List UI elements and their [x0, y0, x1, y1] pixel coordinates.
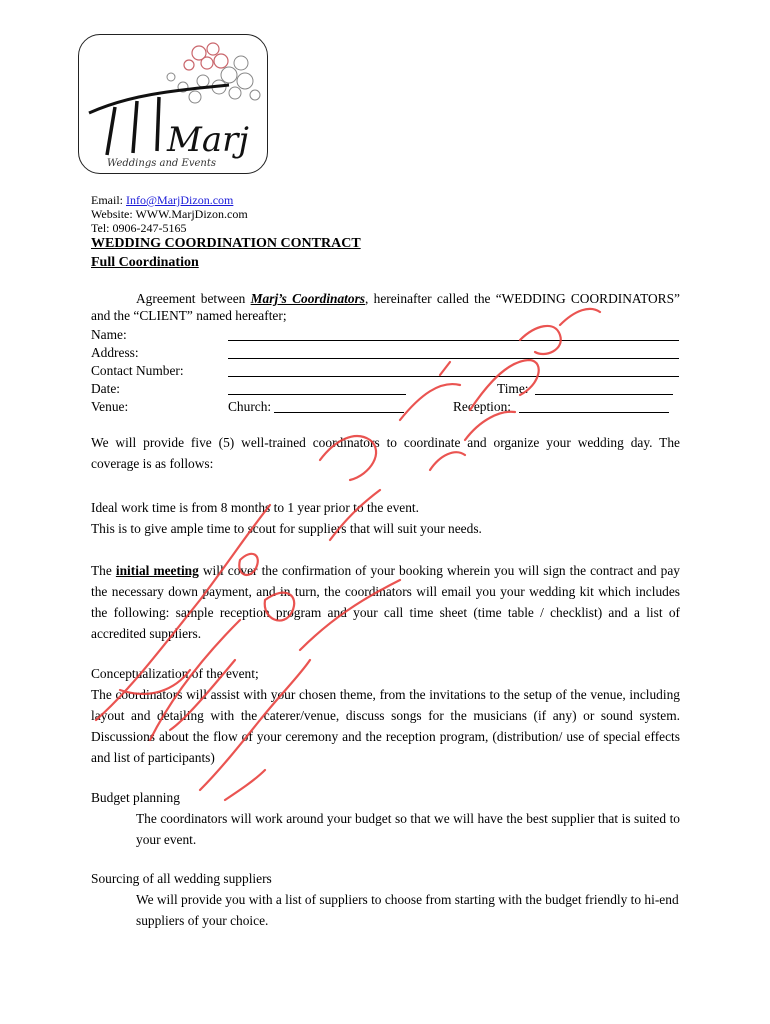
logo-tagline: Weddings and Events — [107, 158, 216, 169]
church-label: Church: — [228, 399, 272, 414]
email-link[interactable]: Info@MarjDizon.com — [126, 193, 234, 207]
date-label: Date: — [91, 381, 120, 396]
contract-subtitle: Full Coordination — [91, 255, 199, 270]
address-field[interactable] — [228, 345, 679, 359]
logo-artwork — [79, 35, 267, 173]
company-logo — [78, 34, 268, 174]
time-label: Time: — [497, 381, 529, 396]
name-field[interactable] — [228, 327, 679, 341]
conceptualization-paragraph: The coordinators will assist with your chosen theme, from the invitations to the setup of the venue, including layout and detailing with the caterer/venue, discuss songs for the musicians (if any) or sound system. Discussions about the flow of your ceremony and the reception program, (distribution/ use of special effects and list of participants) — [91, 687, 680, 765]
sourcing-title: Sourcing of all wedding suppliers — [91, 871, 272, 886]
address-label: Address: — [91, 345, 139, 360]
ideal-time-line: Ideal work time is from 8 months to 1 year prior to the event. — [91, 500, 419, 515]
coverage-paragraph: We will provide five (5) well-trained coordinators to coordinate and organize your wedding day. The coverage is as follows: — [91, 435, 680, 471]
agreement-paragraph: Agreement between Marj’s Coordinators, hereinafter called the “WEDDING COORDINATORS” and the “CLIENT” named hereafter; — [91, 291, 680, 323]
initial-meeting-paragraph: The initial meeting will cover the confirmation of your booking wherein you will sign the contract and pay the necessary down payment, and in turn, the coordinators will email you your wedding kit which includes the following: sample reception program and your call time sheet (time table / checklist) and a list of accredited suppliers. — [91, 563, 680, 641]
budget-paragraph: The coordinators will work around your budget so that we will have the best supplier that is suited to your event. — [136, 811, 680, 847]
initial-meeting-term: initial meeting — [115, 563, 199, 578]
sourcing-paragraph: We will provide you with a list of suppliers to choose from starting with the budget friendly to hi-end suppliers of your choice. — [136, 892, 679, 928]
contact-number-field[interactable] — [228, 363, 679, 377]
reception-label: Reception: — [453, 399, 512, 414]
ideal-reason-line: This is to give ample time to scout for suppliers that will suit your needs. — [91, 521, 482, 536]
website-line: Website: WWW.MarjDizon.com — [91, 207, 248, 221]
conceptualization-title: Conceptualization of the event; — [91, 666, 259, 681]
logo-brand: Marj — [167, 120, 249, 160]
contract-title: WEDDING COORDINATION CONTRACT — [91, 236, 361, 251]
budget-title: Budget planning — [91, 790, 180, 805]
date-field[interactable] — [228, 381, 406, 395]
party-name: Marj’s Coordinators — [250, 291, 366, 306]
church-field[interactable] — [274, 399, 404, 413]
reception-field[interactable] — [519, 399, 669, 413]
venue-label: Venue: — [91, 399, 129, 414]
email-line — [91, 193, 233, 207]
name-label: Name: — [91, 327, 127, 342]
contact-number-label: Contact Number: — [91, 363, 184, 378]
email-label: Email: — [91, 193, 126, 207]
time-field[interactable] — [535, 381, 673, 395]
tel-line: Tel: 0906-247-5165 — [91, 221, 187, 235]
